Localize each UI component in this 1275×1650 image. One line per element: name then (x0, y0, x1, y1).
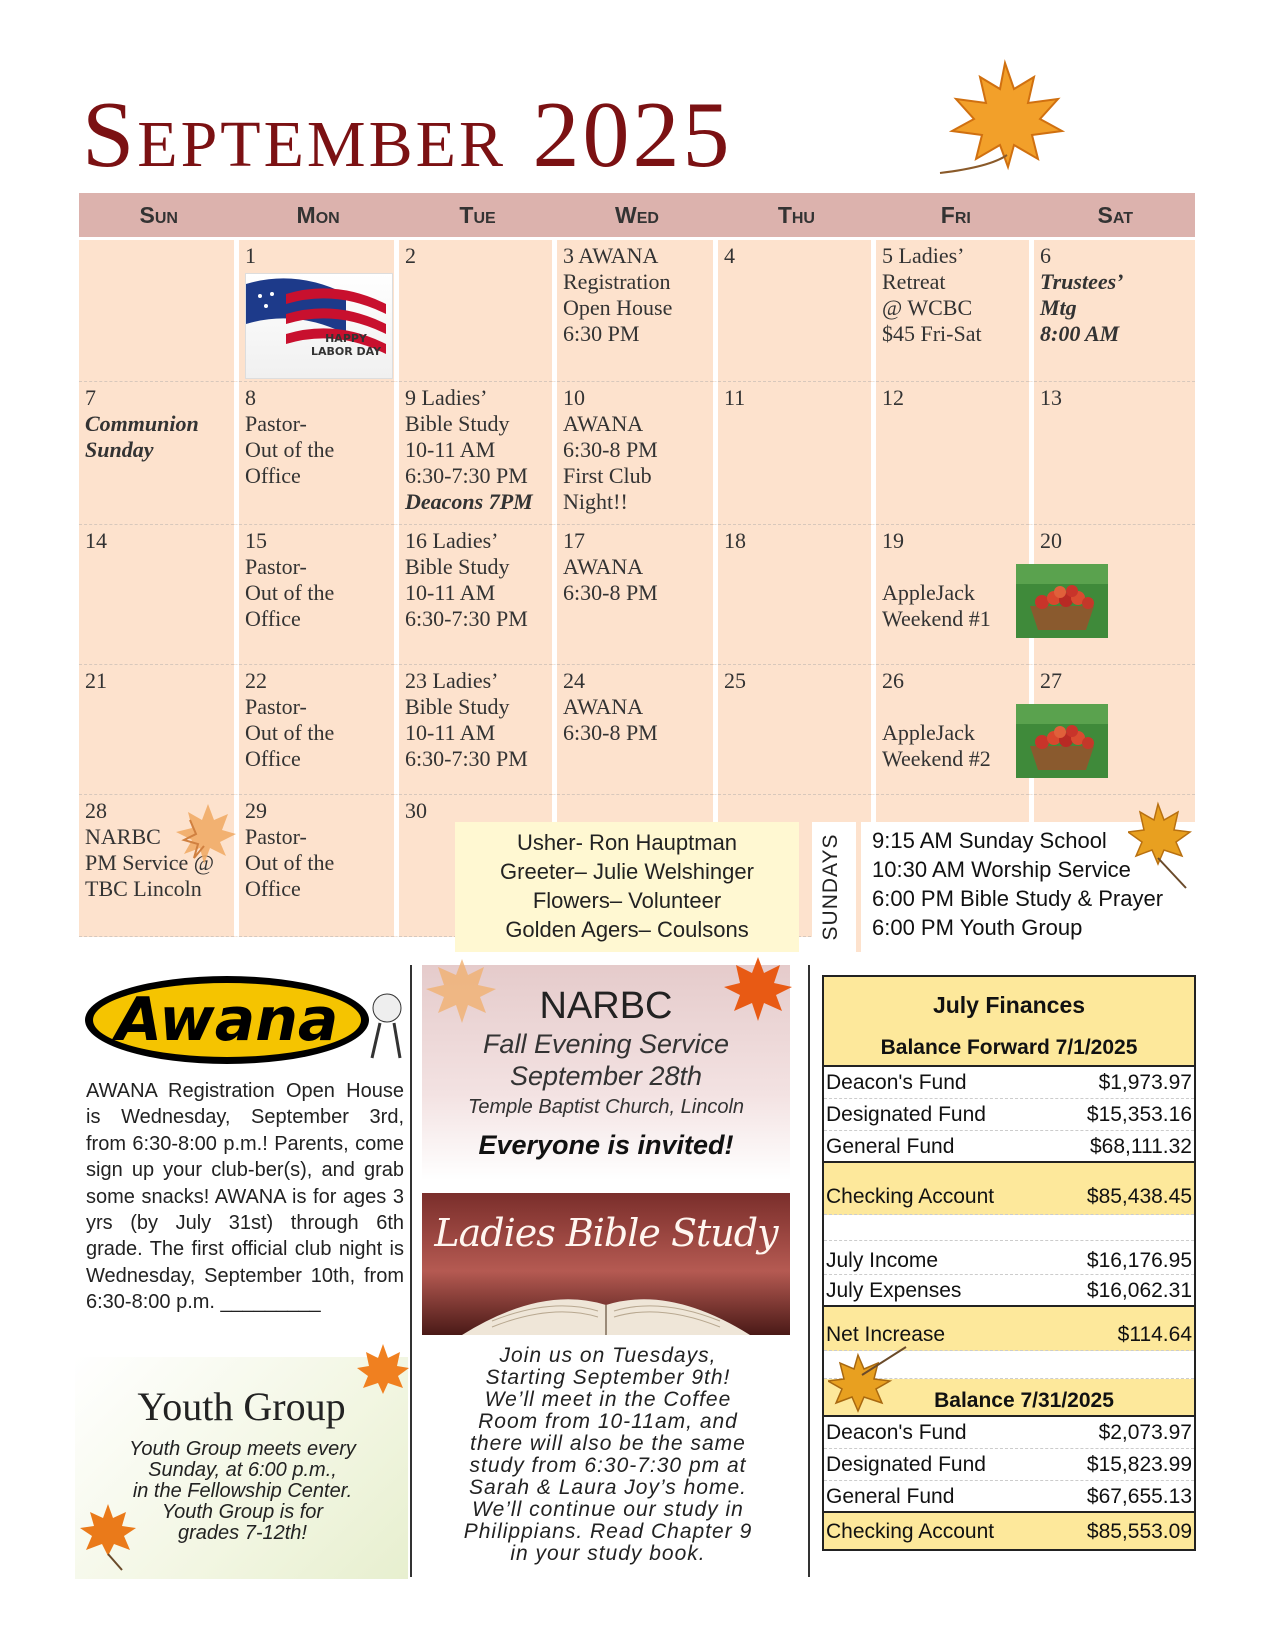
day-cell-30: 30 (399, 795, 557, 937)
week-row (79, 665, 1195, 795)
day-cell-13: 13 (1034, 382, 1195, 525)
day-cell-empty (79, 240, 239, 382)
apple-basket-icon (1016, 704, 1108, 778)
sundays-schedule: 9:15 AM Sunday School 10:30 AM Worship Service 6:00 PM Bible Study & Prayer 6:00 PM Youth Group (872, 828, 1164, 940)
youth-group-text: Youth Group meets every Sunday, at 6:00 p.m., in the Fellowship Center. Youth Group is for grades 7-12th! (129, 1438, 356, 1544)
svg-text:Awana: Awana (115, 985, 339, 1055)
weekday-mon: Mon (296, 202, 340, 228)
maple-leaf-icon (828, 1345, 908, 1415)
weekday-header (79, 193, 1195, 237)
day-cell-14: 14 (79, 525, 239, 665)
day-cell-12: 12 (876, 382, 1034, 525)
day-cell-23: 23 Ladies’ Bible Study 10-11 AM 6:30-7:30 PM (399, 665, 557, 795)
table-row: Checking Account $85,553.09 (824, 1513, 1194, 1549)
table-row: Deacon's Fund $1,973.97 (824, 1067, 1194, 1099)
youth-group-box: Youth Group Youth Group meets every Sunday, at 6:00 p.m., in the Fellowship Center. Youth Group is for grades 7-12th! (75, 1357, 408, 1579)
column-divider (808, 965, 810, 1577)
table-row: Designated Fund $15,823.99 (824, 1449, 1194, 1481)
day-cell-2: 2 (399, 240, 557, 382)
maple-leaf-icon (930, 55, 1080, 175)
day-cell-20: 20 (1034, 525, 1195, 665)
day-cell-19: 19 AppleJack Weekend #1 (876, 525, 1034, 665)
apple-basket-icon (1016, 564, 1108, 638)
awana-logo (82, 968, 412, 1068)
weekday-thu: Thu (777, 202, 815, 228)
weekday-sat: Sat (1097, 202, 1133, 228)
july-finances-table (822, 975, 1196, 1551)
flag-icon (246, 274, 393, 379)
table-row: Net Increase $114.64 (824, 1307, 1194, 1351)
table-row: July Expenses $16,062.31 (824, 1275, 1194, 1307)
day-cell-17: 17 AWANA 6:30-8 PM (557, 525, 718, 665)
day-cell-8: 8 Pastor- Out of the Office (239, 382, 399, 525)
weekday-fri: Fri (940, 202, 971, 228)
week-row (79, 240, 1195, 382)
day-cell-22: 22 Pastor- Out of the Office (239, 665, 399, 795)
day-cell-24: 24 AWANA 6:30-8 PM (557, 665, 718, 795)
ladies-bible-study-banner: Ladies Bible Study (422, 1193, 790, 1335)
day-cell-10: 10 AWANA 6:30-8 PM First Club Night!! (557, 382, 718, 525)
maple-leaf-icon (355, 1340, 411, 1396)
page-title: September 2025 (82, 83, 733, 187)
day-cell-25: 25 (718, 665, 876, 795)
day-cell-11: 11 (718, 382, 876, 525)
autumn-leaves-icon (422, 955, 500, 1029)
day-cell-9: 9 Ladies’ Bible Study 10-11 AM 6:30-7:30 PM Deacons 7PM (399, 382, 557, 525)
day-cell-29: 29 Pastor- Out of the Office (239, 795, 399, 937)
day-cell-28: 28 NARBC PM Service @ TBC Lincoln (79, 795, 239, 937)
day-cell-16: 16 Ladies’ Bible Study 10-11 AM 6:30-7:30 PM (399, 525, 557, 665)
day-cell-21: 21 (79, 665, 239, 795)
week-row (79, 382, 1195, 525)
day-cell-26: 26 AppleJack Weekend #2 (876, 665, 1034, 795)
volunteers-box: Usher- Ron Hauptman Greeter– Julie Welshinger Flowers– Volunteer Golden Agers– Coulsons (455, 822, 799, 952)
day-cell-15: 15 Pastor- Out of the Office (239, 525, 399, 665)
weekday-sun: Sun (139, 202, 178, 228)
day-cell-1: 1 HAPPY LABOR DAY (239, 240, 399, 382)
day-cell-4: 4 (718, 240, 876, 382)
table-row: General Fund $67,655.13 (824, 1481, 1194, 1513)
day-cell-6: 6 Trustees’ Mtg 8:00 AM (1034, 240, 1195, 382)
table-row: July Income $16,176.95 (824, 1241, 1194, 1275)
table-row: Checking Account $85,438.45 (824, 1163, 1194, 1215)
table-row: General Fund $68,111.32 (824, 1131, 1194, 1163)
day-cell-18: 18 (718, 525, 876, 665)
labor-day-image: HAPPY LABOR DAY (245, 273, 393, 379)
autumn-leaves-icon (168, 800, 238, 870)
ladies-bible-study-text: Join us on Tuesdays, Starting September 9th! We’ll meet in the Coffee Room from 10-11am, and there will also be the same study from 6:30-7:30 pm at Sarah & Laura Joy’s home. We’ll continue our study in Philippians. Read Chapter 9 in your study book. (463, 1344, 753, 1565)
maple-leaf-icon (1128, 800, 1192, 890)
week-row (79, 525, 1195, 665)
finances-title: July Finances (824, 977, 1194, 1027)
weekday-tue: Tue (459, 202, 496, 228)
day-cell-7: 7 Communion Sunday (79, 382, 239, 525)
table-row: Designated Fund $15,353.16 (824, 1099, 1194, 1131)
day-cell-5: 5 Ladies’ Retreat @ WCBC $45 Fri-Sat (876, 240, 1034, 382)
weekday-wed: Wed (615, 202, 659, 228)
day-cell-27: 27 (1034, 665, 1195, 795)
table-row: Deacon's Fund $2,073.97 (824, 1417, 1194, 1449)
table-row-empty (824, 1215, 1194, 1241)
balance-forward-header: Balance Forward 7/1/2025 (824, 1027, 1194, 1067)
maple-leaf-icon (722, 953, 794, 1027)
narbc-box: NARBC Fall Evening Service September 28th Temple Baptist Church, Lincoln Everyone is invited! (422, 965, 790, 1180)
maple-leaf-icon (78, 1500, 138, 1572)
sundays-label: SUNDAYS (819, 833, 842, 941)
balance-end-header: Balance 7/31/2025 (824, 1379, 1194, 1417)
day-cell-3: 3 AWANA Registration Open House 6:30 PM (557, 240, 718, 382)
awana-description: AWANA Registration Open House is Wednesday, September 3rd, from 6:30-8:00 p.m.! Parents, come sign up your club-ber(s), and grab some snacks! AWANA is for ages 3 yrs (by July 31st) through 6th grade. The first official club night is Wednesday, September 10th, from 6:30-8:00 p.m. _________ (86, 1080, 404, 1314)
